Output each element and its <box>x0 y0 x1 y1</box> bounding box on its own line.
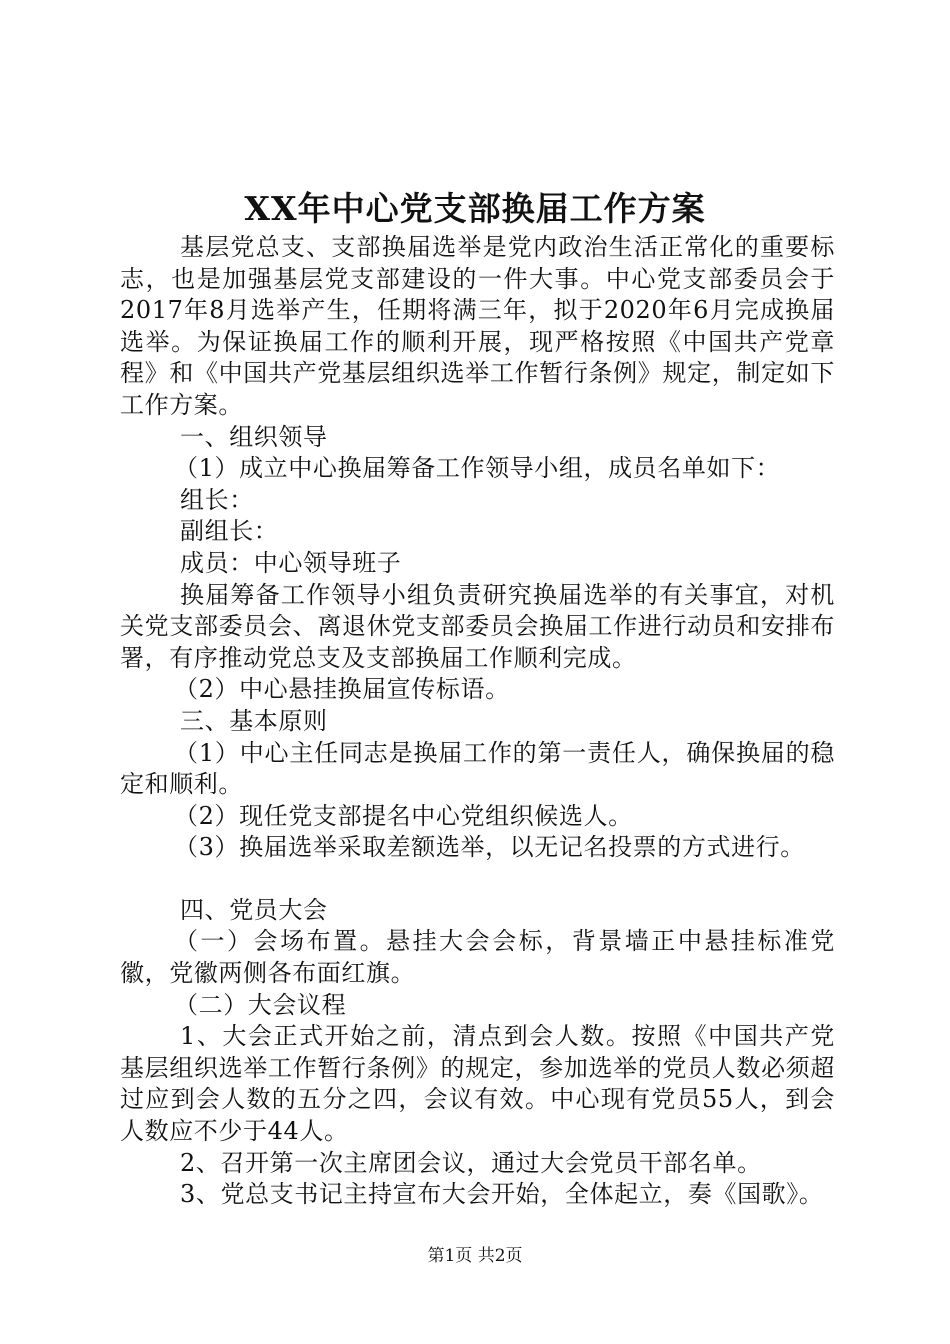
intro-paragraph: 基层党总支、支部换届选举是党内政治生活正常化的重要标志，也是加强基层党支部建设的一件大事。中心党支部委员会于2017年8月选举产生，任期将满三年，拟于2020年6月完成换届选举。为保证换届工作的顺利开展，现严格按照《中国共产党章程》和《中国共产党基层组织选举工作暂行条例》规定，制定如下工作方案。 <box>120 233 835 419</box>
list-item: （1）成立中心换届筹备工作领导小组，成员名单如下： <box>174 454 781 483</box>
document-body <box>120 232 835 1211</box>
list-item: 组长： <box>180 485 254 514</box>
list-item: （3）换届选举采取差额选举，以无记名投票的方式进行。 <box>174 833 805 862</box>
page-number: 第1页 共2页 <box>427 1246 523 1266</box>
section-heading-principles: 三、基本原则 <box>180 706 328 735</box>
section-heading-assembly: 四、党员大会 <box>180 895 328 924</box>
body-paragraph: 2、召开第一次主席团会议，通过大会党员干部名单。 <box>180 1148 762 1177</box>
list-item: 副组长： <box>180 517 279 546</box>
body-paragraph: 1、大会正式开始之前，清点到会人数。按照《中国共产党基层组织选举工作暂行条例》的规定，参加选举的党员人数必须超过应到会人数的五分之四，会议有效。中心现有党员55人，到会人数应不少于44人。 <box>120 1022 835 1146</box>
list-item: （一）会场布置。悬挂大会会标，背景墙正中悬挂标准党徽，党徽两侧各布面红旗。 <box>120 927 835 988</box>
list-item: （2）中心悬挂换届宣传标语。 <box>174 675 510 704</box>
list-item: （2）现任党支部提名中心党组织候选人。 <box>174 801 633 830</box>
body-paragraph: 换届筹备工作领导小组负责研究换届选举的有关事宜，对机关党支部委员会、离退休党支部委员会换届工作进行动员和安排布署，有序推动党总支及支部换届工作顺利完成。 <box>120 580 835 672</box>
body-paragraph: 3、党总支书记主持宣布大会开始，全体起立，奏《国歌》。 <box>180 1180 824 1209</box>
list-item: （二）大会议程 <box>174 990 347 1019</box>
document-title: XX年中心党支部换届工作方案 <box>244 189 706 228</box>
section-heading-organization: 一、组织领导 <box>180 422 328 451</box>
list-item: （1）中心主任同志是换届工作的第一责任人，确保换届的稳定和顺利。 <box>120 738 835 799</box>
list-item: 成员：中心领导班子 <box>180 548 402 577</box>
